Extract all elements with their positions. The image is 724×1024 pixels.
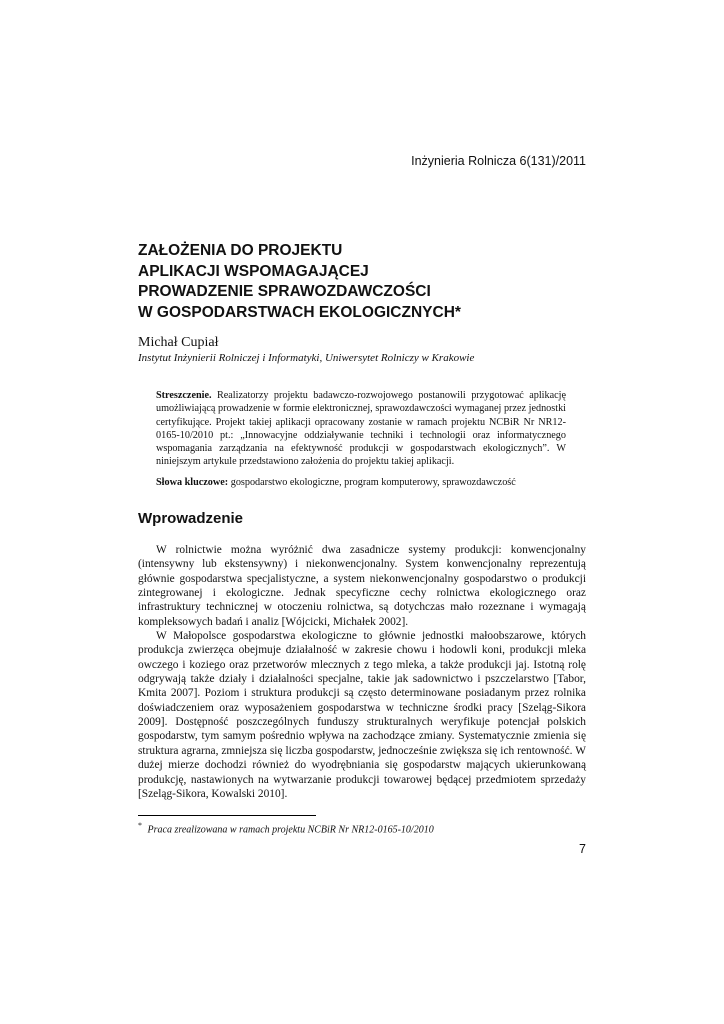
keywords — [156, 476, 568, 489]
author-affiliation: Instytut Inżynierii Rolniczej i Informatyki, Uniwersytet Rolniczy w Krakowie — [138, 352, 475, 364]
abstract-text: Realizatorzy projektu badawczo-rozwojowego postanowili przygotować aplikację umożliwiającą prowadzenie w formie elektronicznej, sprawozdawczości wymaganej przez jednostki certyfikujące. Projekt takiej aplikacji opracowany zostanie w ramach projektu NCBiR Nr NR12-0165-10/2010 pt.: „Innowacyjne oddziaływanie techniki i technologii oraz informatycznego wspomagania zarządzania na efektywność produkcji w gospodarstwach ekologicznych”. W niniejszym artykule przedstawiono założenia do projektu takiej aplikacji. — [156, 390, 566, 468]
title-line: ZAŁOŻENIA DO PROJEKTU — [138, 242, 343, 259]
page-number: 7 — [579, 842, 586, 856]
body-text — [138, 543, 586, 801]
footnote-text: Praca zrealizowana w ramach projektu NCBiR Nr NR12-0165-10/2010 — [147, 824, 434, 836]
paragraph: W Małopolsce gospodarstwa ekologiczne to głównie jednostki małoobszarowe, których produkcja zwierzęca obejmuje działalność w zakresie chowu i hodowli koni, produkcji mleka owczego i koziego oraz przetworów mlecznych z tego mleka, a także produkcji jaj. Istotną rolę odgrywają także działy i działalności specjalne, takie jak sadownictwo i pszczelarstwo [Tabor, Kmita 2007]. Poziom i struktura produkcji są często determinowane posiadanym przez rolnika doświadczeniem oraz wyposażeniem gospodarstwa w techniczne środki pracy [Szeląg-Sikora 2009]. Dostępność poszczególnych funduszy strukturalnych weryfikuje potencjał polskich gospodarstw, tym samym pośrednio wpływa na zachodzące zmiany. Systematycznie zmienia się struktura agrarna, zmniejsza się liczba gospodarstw, jednocześnie zwiększa się ich rentowność. W dużej mierze dochodzi również do wyodrębniania się gospodarstw mających ukierunkowaną produkcję, nastawionych na wytwarzanie produkcji towarowej będącej przedmiotem sprzedaży [Szeląg-Sikora, Kowalski 2010]. — [138, 630, 586, 800]
footnote-marker: * — [138, 821, 142, 830]
paragraph: W rolnictwie można wyróżnić dwa zasadnicze systemy produkcji: konwencjonalny (intensywny lub ekstensywny) i niekonwencjonalny. System konwencjonalny reprezentują głównie gospodarstwa specjalistyczne, a system niekonwencjonalny gospodarstwo o produkcji zintegrowanej i ekologiczne. Jednak specyficzne cechy rolnictwa ekologicznego oraz infrastruktury technicznej w otoczeniu rolnictwa, są dotychczas mało rozeznane i wymagają kompleksowych badań i analiz [Wójcicki, Michałek 2002]. — [138, 544, 586, 628]
title-line: W GOSPODARSTWACH EKOLOGICZNYCH* — [138, 303, 461, 321]
abstract — [156, 389, 566, 469]
paper-title — [138, 241, 598, 323]
footnote-divider — [138, 815, 316, 816]
keywords-text: gospodarstwo ekologiczne, program komputerowy, sprawozdawczość — [230, 477, 516, 488]
keywords-label: Słowa kluczowe: — [156, 477, 229, 488]
author-name: Michał Cupiał — [138, 335, 219, 350]
title-line: APLIKACJI WSPOMAGAJĄCEJ — [138, 262, 369, 280]
section-heading: Wprowadzenie — [138, 510, 244, 527]
journal-header: Inżynieria Rolnicza 6(131)/2011 — [411, 154, 586, 168]
title-line: PROWADZENIE SPRAWOZDAWCZOŚCI — [138, 283, 431, 300]
footnote — [138, 821, 434, 835]
abstract-label: Streszczenie. — [156, 390, 212, 401]
